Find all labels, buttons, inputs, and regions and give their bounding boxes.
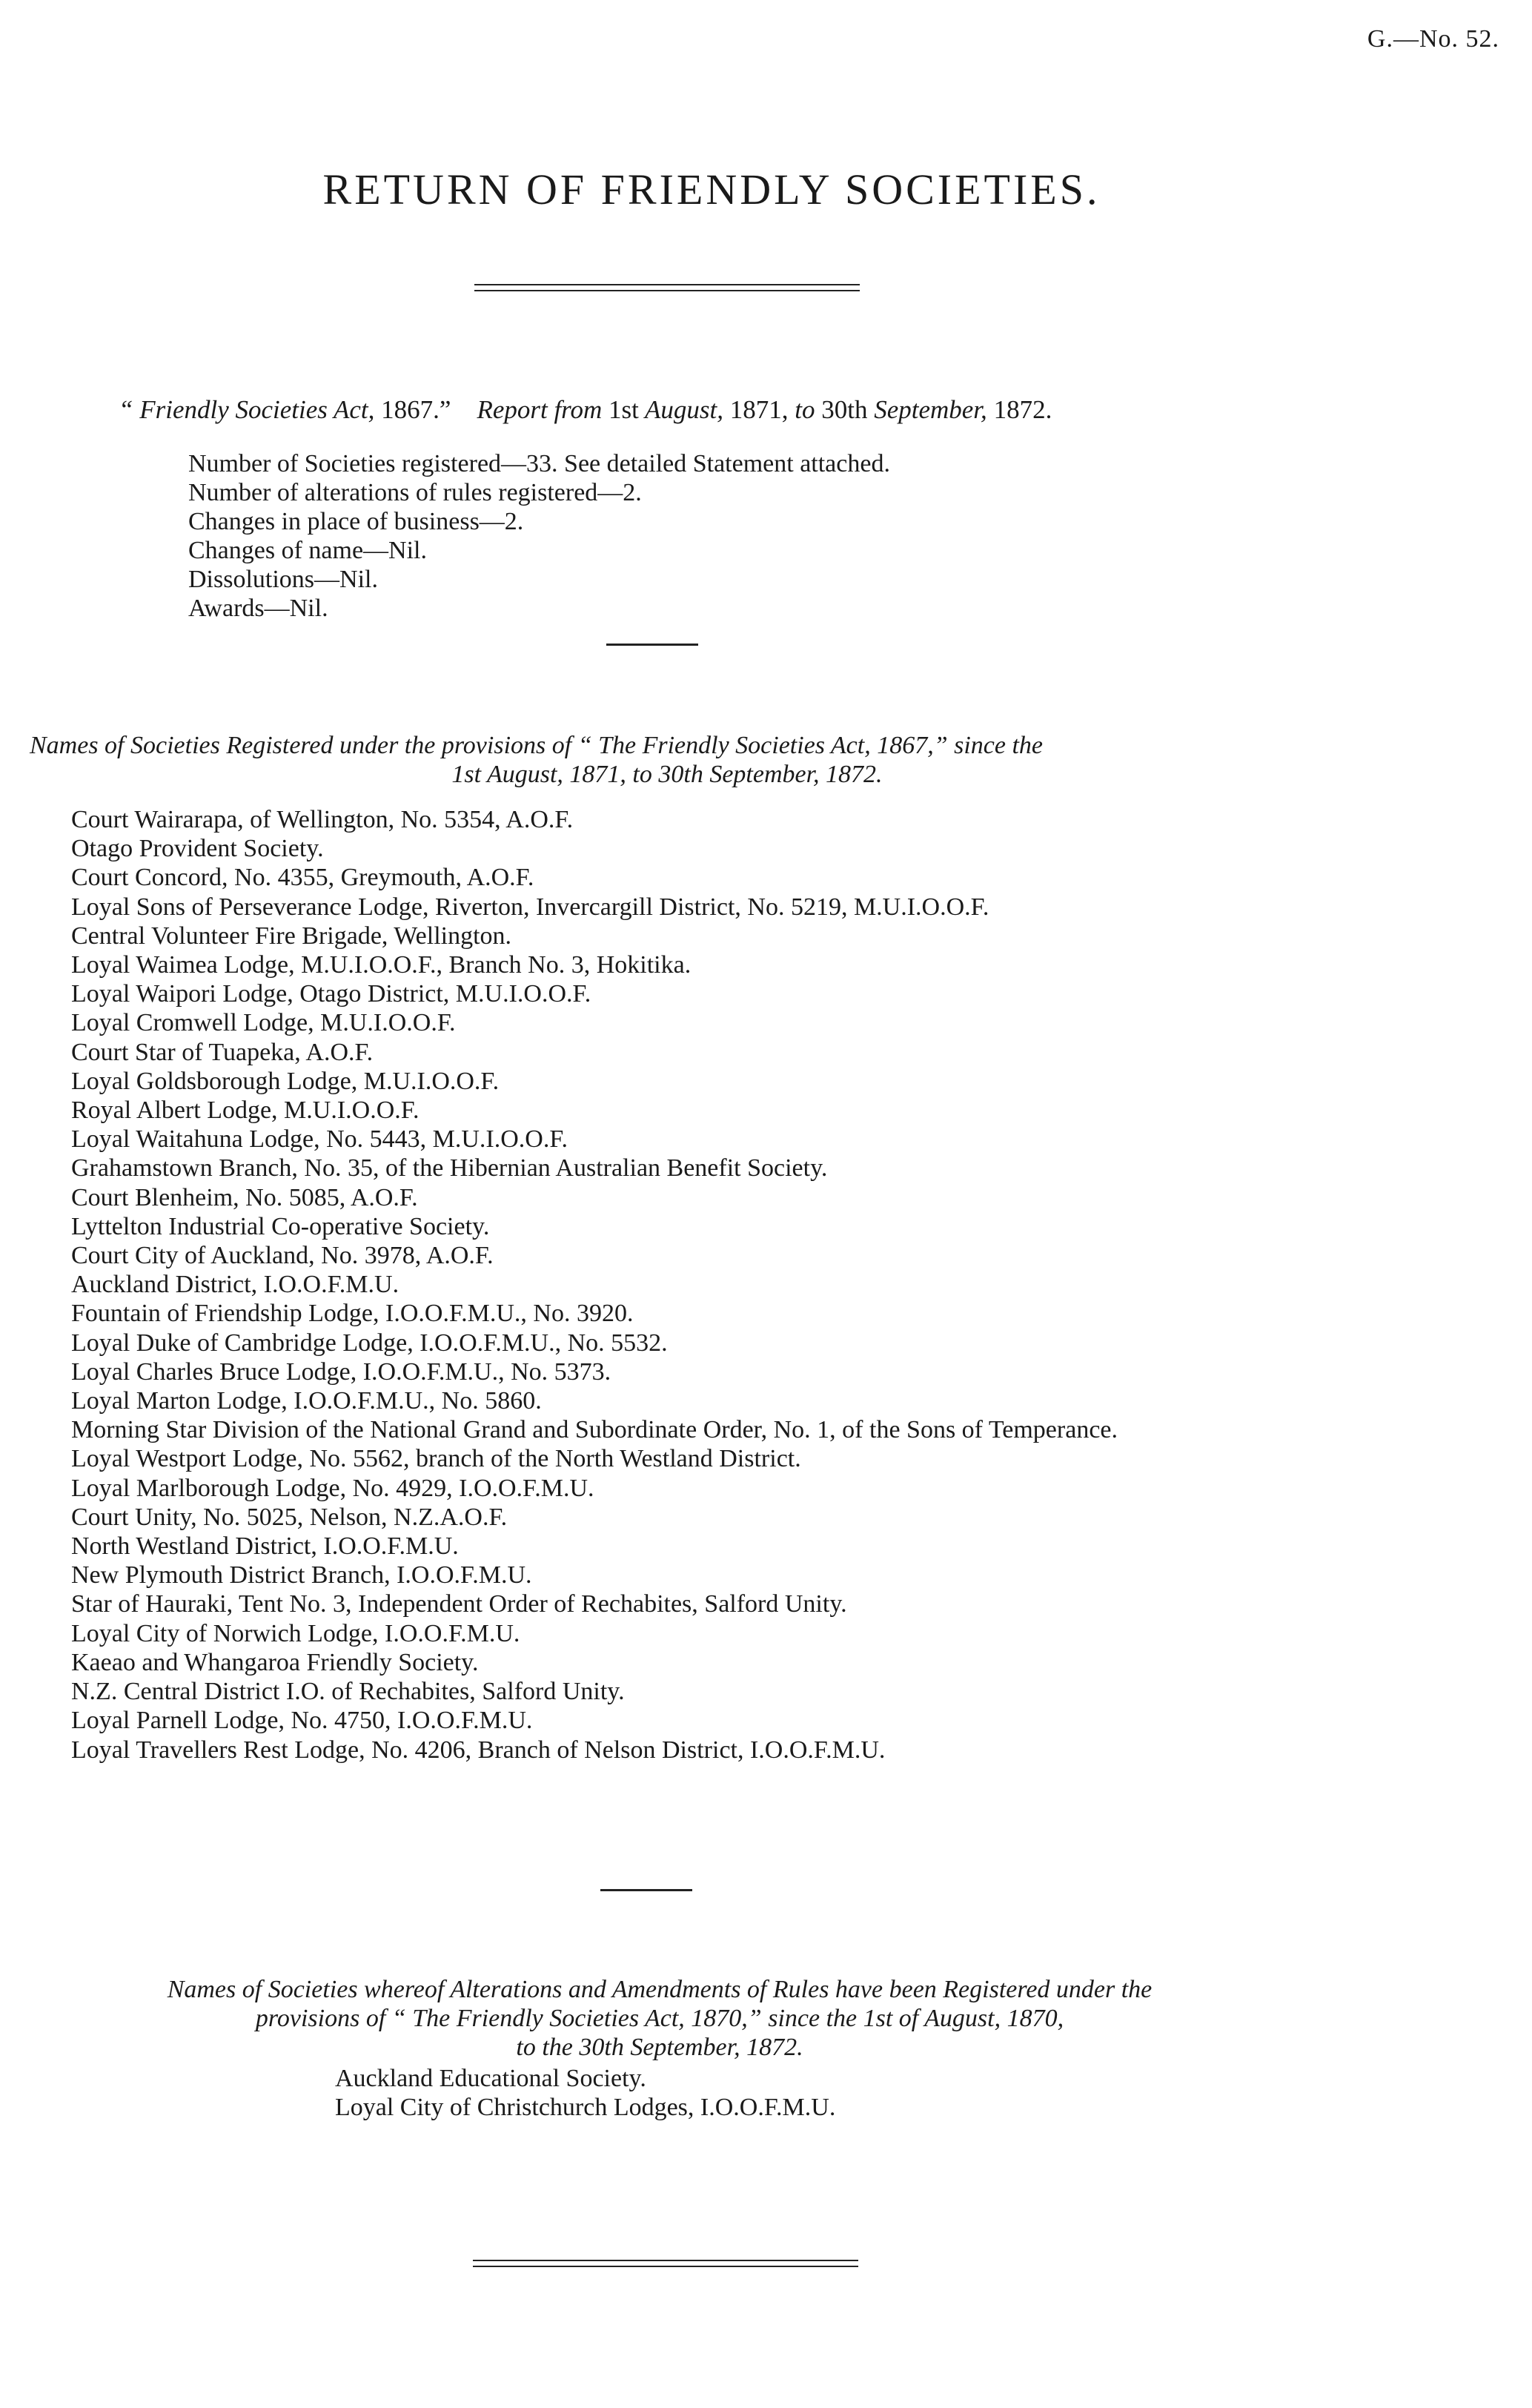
list-item: Loyal Sons of Perseverance Lodge, Riverton, Invercargill District, No. 5219, M.U.I.O.O.F. xyxy=(71,893,989,921)
heading-line: provisions of “ The Friendly Societies Act, 1870,” since the 1st of August, 1870, xyxy=(255,2005,1064,2032)
list-item: Loyal Waipori Lodge, Otago District, M.U.I.O.O.F. xyxy=(71,980,591,1008)
report-heading xyxy=(119,395,1052,425)
end-divider xyxy=(473,2260,858,2267)
list-item: Court City of Auckland, No. 3978, A.O.F. xyxy=(71,1242,494,1270)
from-month: August, xyxy=(638,395,730,424)
registered-societies-list xyxy=(71,805,1309,1764)
summary-line: Awards—Nil. xyxy=(188,595,328,622)
list-item: Royal Albert Lodge, M.U.I.O.O.F. xyxy=(71,1096,420,1125)
list-item: Loyal Marlborough Lodge, No. 4929, I.O.O.F.M.U. xyxy=(71,1474,594,1502)
list-item: Star of Hauraki, Tent No. 3, Independent Order of Rechabites, Salford Unity. xyxy=(71,1590,847,1618)
list-item: North Westland District, I.O.O.F.M.U. xyxy=(71,1532,459,1561)
list-item: Grahamstown Branch, No. 35, of the Hibernian Australian Benefit Society. xyxy=(71,1154,828,1182)
amended-rules-heading xyxy=(15,1975,1304,2062)
heading-line: to the 30th September, 1872. xyxy=(516,2034,803,2061)
to-year: 1872. xyxy=(993,395,1052,424)
list-item: Court Blenheim, No. 5085, A.O.F. xyxy=(71,1183,418,1211)
title-divider xyxy=(474,284,860,291)
section-divider xyxy=(600,1889,692,1891)
registered-societies-heading xyxy=(30,731,1304,789)
amended-societies-list xyxy=(335,2064,835,2122)
list-item: Loyal Parnell Lodge, No. 4750, I.O.O.F.M.U. xyxy=(71,1707,533,1735)
heading-line: Names of Societies Registered under the provisions of “ The Friendly Societies Act, 1867,” since the xyxy=(30,732,1044,759)
heading-line: 1st August, 1871, to 30th September, 1872. xyxy=(451,761,883,788)
list-item: Loyal Waimea Lodge, M.U.I.O.O.F., Branch No. 3, Hokitika. xyxy=(71,951,692,979)
summary-line: Changes in place of business—2. xyxy=(188,508,524,535)
list-item: Court Concord, No. 4355, Greymouth, A.O.F. xyxy=(71,864,534,892)
list-item: Central Volunteer Fire Brigade, Wellington. xyxy=(71,922,512,950)
to-word: to xyxy=(795,395,822,424)
document-reference: G.—No. 52. xyxy=(1367,25,1499,53)
list-item: Morning Star Division of the National Grand and Subordinate Order, No. 1, of the Sons of Temperance. xyxy=(71,1416,1118,1444)
from-year: 1871, xyxy=(729,395,795,424)
list-item: Fountain of Friendship Lodge, I.O.O.F.M.U., No. 3920. xyxy=(71,1300,634,1328)
from-ordinal: 1st xyxy=(609,395,639,424)
to-month: September, xyxy=(867,395,994,424)
list-item: Court Unity, No. 5025, Nelson, N.Z.A.O.F. xyxy=(71,1503,508,1531)
act-year: 1867.” xyxy=(381,395,451,424)
list-item: Loyal Charles Bruce Lodge, I.O.O.F.M.U., No. 5373. xyxy=(71,1357,611,1386)
list-item: Court Star of Tuapeka, A.O.F. xyxy=(71,1038,374,1066)
list-item: Auckland Educational Society. xyxy=(335,2065,646,2092)
list-item: N.Z. Central District I.O. of Rechabites, Salford Unity. xyxy=(71,1678,625,1706)
summary-line: Number of alterations of rules registered—2. xyxy=(188,479,642,506)
list-item: Loyal Goldsborough Lodge, M.U.I.O.O.F. xyxy=(71,1067,500,1095)
list-item: Loyal Marton Lodge, I.O.O.F.M.U., No. 5860. xyxy=(71,1387,542,1415)
page-title: RETURN OF FRIENDLY SOCIETIES. xyxy=(322,165,1101,214)
list-item: Lyttelton Industrial Co-operative Society. xyxy=(71,1212,490,1240)
list-item: Loyal Westport Lodge, No. 5562, branch of the North Westland District. xyxy=(71,1445,801,1473)
summary-line: Number of Societies registered—33. See detailed Statement attached. xyxy=(188,450,890,477)
to-ordinal: 30th xyxy=(821,395,868,424)
list-item: Auckland District, I.O.O.F.M.U. xyxy=(71,1271,399,1299)
section-divider xyxy=(606,644,698,646)
summary-block xyxy=(188,449,890,623)
summary-line: Changes of name—Nil. xyxy=(188,537,427,564)
heading-line: Names of Societies whereof Alterations and Amendments of Rules have been Registered under the xyxy=(167,1976,1153,2003)
list-item: Loyal City of Norwich Lodge, I.O.O.F.M.U. xyxy=(71,1619,520,1647)
list-item: Loyal Travellers Rest Lodge, No. 4206, Branch of Nelson District, I.O.O.F.M.U. xyxy=(71,1736,886,1764)
list-item: Court Wairarapa, of Wellington, No. 5354, A.O.F. xyxy=(71,806,574,833)
summary-line: Dissolutions—Nil. xyxy=(188,566,378,593)
list-item: Otago Provident Society. xyxy=(71,835,324,863)
list-item: Loyal Duke of Cambridge Lodge, I.O.O.F.M.U., No. 5532. xyxy=(71,1329,668,1357)
list-item: Loyal City of Christchurch Lodges, I.O.O.F.M.U. xyxy=(335,2094,836,2121)
act-name: “ Friendly Societies Act, xyxy=(119,395,382,424)
list-item: New Plymouth District Branch, I.O.O.F.M.U. xyxy=(71,1561,532,1590)
list-item: Kaeao and Whangaroa Friendly Society. xyxy=(71,1648,479,1676)
report-label: Report from xyxy=(477,395,609,424)
list-item: Loyal Cromwell Lodge, M.U.I.O.O.F. xyxy=(71,1009,456,1037)
list-item: Loyal Waitahuna Lodge, No. 5443, M.U.I.O.O.F. xyxy=(71,1125,568,1154)
